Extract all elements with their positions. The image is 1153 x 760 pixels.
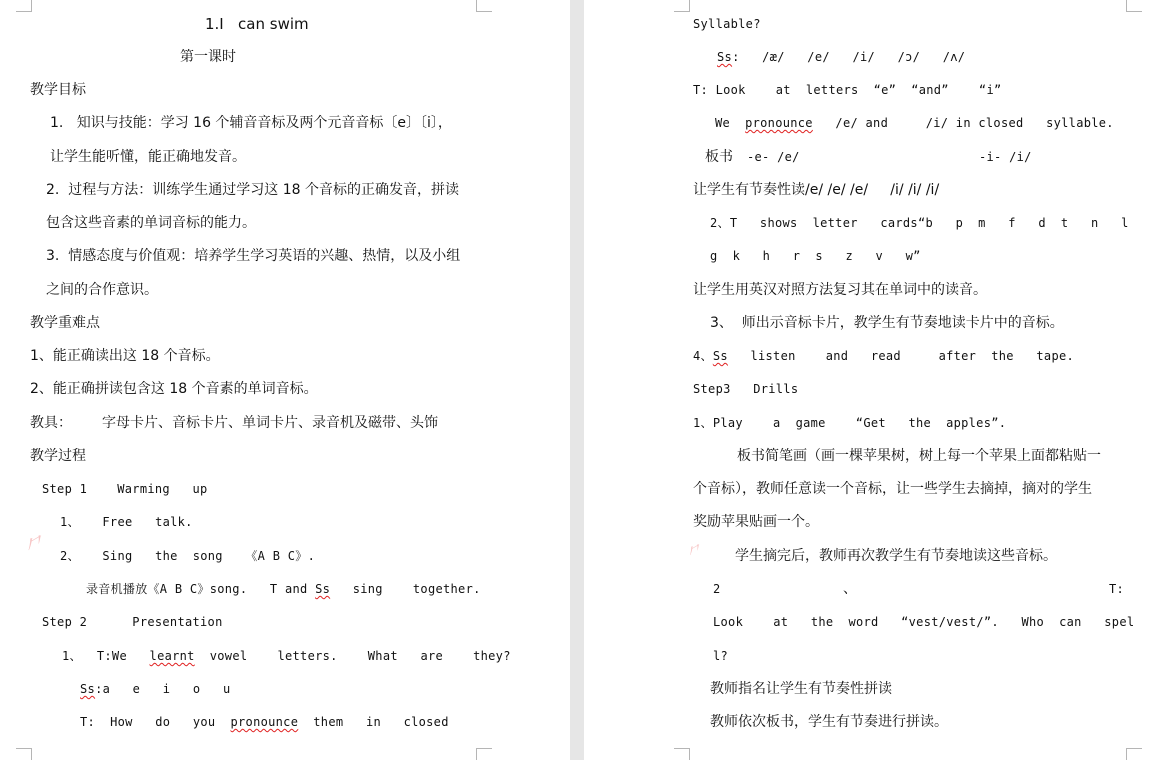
text-run: /e/ and /i/ in closed syllable. <box>812 116 1114 130</box>
doc-line: 2、T shows letter cards“b p m f d t n l <box>710 216 1129 230</box>
doc-line: T: Look at letters “e” “and” “i” <box>693 83 1002 97</box>
spellcheck-word: pronounce <box>745 116 813 130</box>
doc-line: Syllable? <box>693 17 761 31</box>
text-run: listen and read after the tape. <box>727 349 1075 363</box>
item-number: 2 <box>713 582 721 596</box>
objective-line: 2. 过程与方法：训练学生通过学习这 18 个音标的正确发音，拼读 <box>46 182 459 198</box>
text-run: 4、 <box>693 349 713 363</box>
keypoints-heading: 教学重难点 <box>30 315 100 331</box>
board-sound: -e- /e/ <box>747 150 800 164</box>
doc-line <box>693 346 1074 366</box>
document-page-right <box>584 0 1153 760</box>
spellcheck-word: Ss <box>80 682 96 696</box>
margin-corner-mark <box>476 0 492 12</box>
board-label: 板书 <box>705 149 733 165</box>
step-line <box>86 579 481 599</box>
doc-line: 个音标），教师任意读一个音标，让一些学生去摘掉，摘对的学生 <box>693 481 1092 497</box>
objective-line: 让学生能听懂，能正确地发音。 <box>50 149 246 165</box>
text-run: sing together. <box>330 582 481 596</box>
step-heading: Step3 Drills <box>693 382 799 396</box>
objective-line: 3. 情感态度与价值观：培养学生学习英语的兴趣、热情，以及小组 <box>46 248 461 264</box>
step-line: 2、 Sing the song 《A B C》. <box>60 549 316 563</box>
board-sound: -i- /i/ <box>979 150 1032 164</box>
keypoint-line: 2、能正确拼读包含这 18 个音素的单词音标。 <box>30 381 318 397</box>
doc-line: 奖励苹果贴画一个。 <box>693 514 819 530</box>
doc-line: 1、Play a game “Get the apples”. <box>693 416 1007 430</box>
doc-line <box>715 113 1114 133</box>
step-line <box>80 679 231 699</box>
margin-corner-mark <box>1126 748 1142 760</box>
doc-line: l? <box>713 649 729 663</box>
step-line: 1、 Free talk. <box>60 515 193 529</box>
doc-line: g k h r s z v w” <box>710 249 921 263</box>
margin-corner-mark <box>674 748 690 760</box>
objective-line: 之间的合作意识。 <box>46 282 158 298</box>
spellcheck-word: learnt <box>149 649 195 663</box>
doc-line: 让学生有节奏性读/e/ /e/ /e/ /i/ /i/ /i/ <box>693 182 940 198</box>
text-run: We <box>715 116 746 130</box>
spellcheck-word: Ss <box>315 582 331 596</box>
step-line <box>80 712 449 732</box>
tools-label: 教具： <box>30 415 72 431</box>
text-run: :a e i o u <box>95 682 231 696</box>
spellcheck-word: pronounce <box>230 715 299 729</box>
margin-corner-mark <box>16 748 32 760</box>
doc-line: 学生摘完后，教师再次教学生有节奏地读这些音标。 <box>735 548 1057 564</box>
margin-corner-mark <box>1126 0 1142 12</box>
lesson-subtitle: 第一课时 <box>180 49 236 65</box>
text-run: 录音机播放《A B C》song. T and <box>86 582 316 596</box>
margin-corner-mark <box>674 0 690 12</box>
watermark-smudge: ⺈ <box>22 530 54 564</box>
doc-line: 教师依次板书，学生有节奏进行拼读。 <box>710 714 948 730</box>
text-run: 1、 T:We <box>62 649 150 663</box>
process-heading: 教学过程 <box>30 448 86 464</box>
document-page-left <box>0 0 570 760</box>
tools-list: 字母卡片、音标卡片、单词卡片、录音机及磁带、头饰 <box>102 415 438 431</box>
text-run: : /æ/ /e/ /i/ /ɔ/ /ʌ/ <box>732 50 966 64</box>
text-run: them in closed <box>298 715 449 729</box>
spellcheck-word: Ss <box>717 50 733 64</box>
doc-line: 教师指名让学生有节奏性拼读 <box>710 681 892 697</box>
doc-line: 让学生用英汉对照方法复习其在单词中的读音。 <box>693 282 987 298</box>
step-heading: Step 2 Presentation <box>42 615 223 629</box>
objective-line: 1. 知识与技能：学习 16 个辅音音标及两个元音音标〔e〕〔i〕， <box>50 115 452 131</box>
text-run: T: How do you <box>80 715 231 729</box>
margin-corner-mark <box>16 0 32 12</box>
doc-line: Look at the word “vest/vest/”. Who can spel <box>713 615 1135 629</box>
step-line <box>62 646 511 666</box>
spellcheck-word: Ss <box>712 349 728 363</box>
doc-line: 板书简笔画（画一棵苹果树，树上每一个苹果上面都粘贴一 <box>737 448 1101 464</box>
margin-corner-mark <box>476 748 492 760</box>
document-title: 1.I can swim <box>205 15 309 33</box>
item-speaker: T: <box>1109 582 1125 596</box>
objectives-heading: 教学目标 <box>30 82 86 98</box>
step-heading: Step 1 Warming up <box>42 482 208 496</box>
doc-line <box>717 47 965 67</box>
item-separator: 、 <box>843 581 857 597</box>
keypoint-line: 1、能正确读出这 18 个音标。 <box>30 348 220 364</box>
text-run: vowel letters. What are they? <box>194 649 511 663</box>
objective-line: 包含这些音素的单词音标的能力。 <box>46 215 256 231</box>
doc-line: 3、 师出示音标卡片，教学生有节奏地读卡片中的音标。 <box>710 315 1064 331</box>
watermark-smudge: ⺈ <box>684 540 709 565</box>
